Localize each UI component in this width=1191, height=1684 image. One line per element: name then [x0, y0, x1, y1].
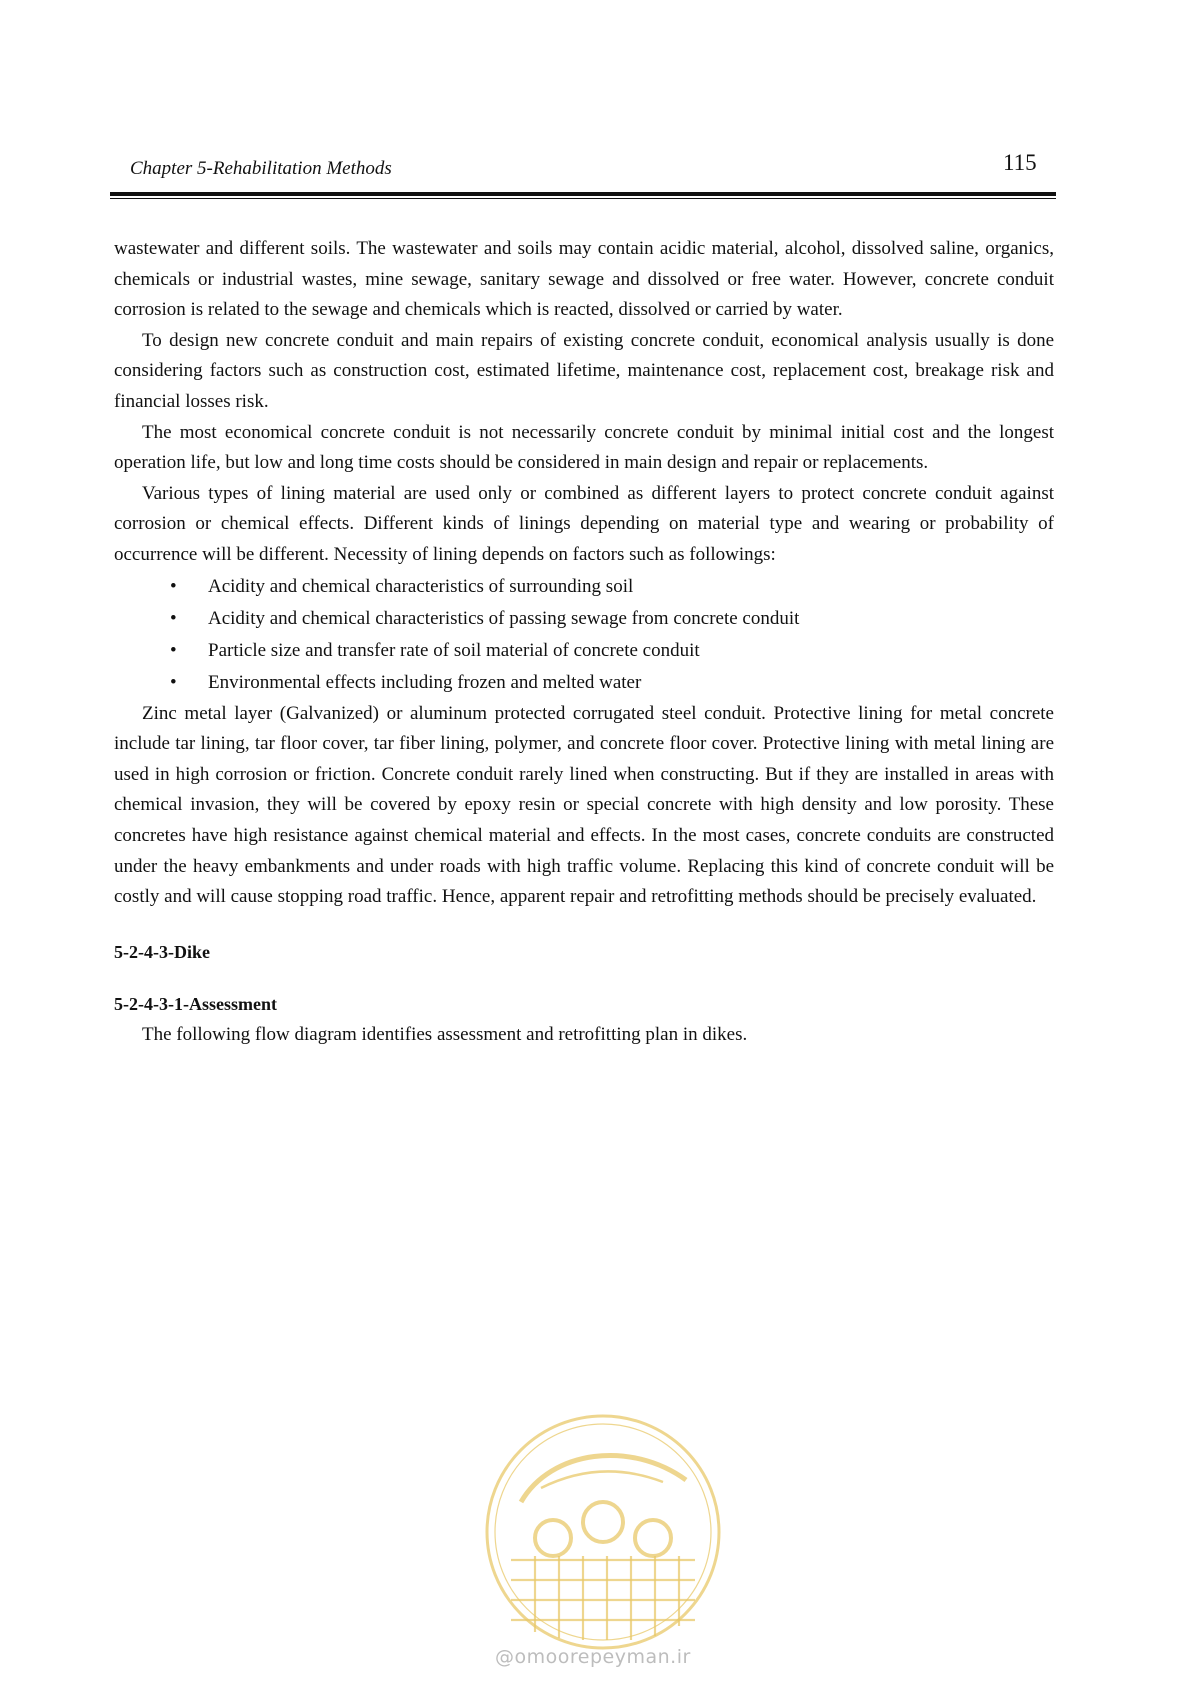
watermark-caption	[495, 1646, 691, 1668]
bullet-icon: •	[170, 575, 177, 597]
list-item	[114, 635, 1054, 667]
list-item	[114, 667, 1054, 699]
bullet-icon: •	[170, 639, 177, 661]
subsection-heading: 5-2-4-3-1-Assessment	[114, 994, 277, 1015]
list-item-text: Acidity and chemical characteristics of surrounding soil	[208, 575, 634, 597]
bullet-icon: •	[170, 607, 177, 629]
body-paragraph: To design new concrete conduit and main repairs of existing concrete conduit, economical analysis usually is done considering factors such as construction cost, estimated lifetime, maintenance cost, replacement cost, breakage risk and financial losses risk.	[114, 329, 1054, 412]
header-rule-thin	[110, 198, 1056, 199]
list-item-text: Acidity and chemical characteristics of passing sewage from concrete conduit	[208, 607, 800, 629]
body-paragraph: Various types of lining material are used only or combined as different layers to protect concrete conduit against corrosion or chemical effects. Different kinds of linings depending on material type and wearing or probability of occurrence will be different. Necessity of lining depends on factors such as followings:	[114, 482, 1054, 565]
chapter-title: Chapter 5-Rehabilitation Methods	[130, 158, 392, 179]
body-paragraph: Zinc metal layer (Galvanized) or aluminum protected corrugated steel conduit. Protective lining for metal concrete include tar lining, tar floor cover, tar fiber lining, polymer, and concrete floor cover. Protective lining with metal lining are used in high corrosion or friction. Concrete conduit rarely lined when constructing. But if they are installed in areas with chemical invasion, they will be covered by epoxy resin or special concrete with high density and low porosity. These concretes have high resistance against chemical material and effects. In the most cases, concrete conduits are constructed under the heavy embankments and under roads with high traffic volume. Replacing this kind of concrete conduit will be costly and will cause stopping road traffic. Hence, apparent repair and retrofitting methods should be precisely evaluated.	[114, 702, 1054, 908]
list-item-text: Particle size and transfer rate of soil material of concrete conduit	[208, 639, 700, 661]
bullet-icon: •	[170, 671, 177, 693]
header-rule-thick	[110, 192, 1056, 196]
list-item	[114, 603, 1054, 635]
watermark-seal-icon	[481, 1410, 725, 1654]
body-paragraph: wastewater and different soils. The wastewater and soils may contain acidic material, alcohol, dissolved saline, organics, chemicals or industrial wastes, mine sewage, sanitary sewage and dissolved or free water. However, concrete conduit corrosion is related to the sewage and chemicals which is reacted, dissolved or carried by water.	[114, 238, 1054, 321]
section-heading: 5-2-4-3-Dike	[114, 941, 210, 962]
watermark-caption-text: omoorepeyman.ir	[514, 1646, 691, 1668]
body-paragraph: The most economical concrete conduit is not necessarily concrete conduit by minimal initial cost and the longest operation life, but low and long time costs should be considered in main design and repair or replacements.	[114, 421, 1054, 474]
list-item-text: Environmental effects including frozen and melted water	[208, 671, 642, 693]
page-number: 115	[1003, 150, 1037, 175]
body-paragraph: The following flow diagram identifies assessment and retrofitting plan in dikes.	[142, 1023, 748, 1045]
factor-list	[114, 571, 1054, 699]
page-body	[114, 234, 1054, 1050]
list-item	[114, 571, 1054, 603]
at-icon: @	[495, 1646, 515, 1668]
